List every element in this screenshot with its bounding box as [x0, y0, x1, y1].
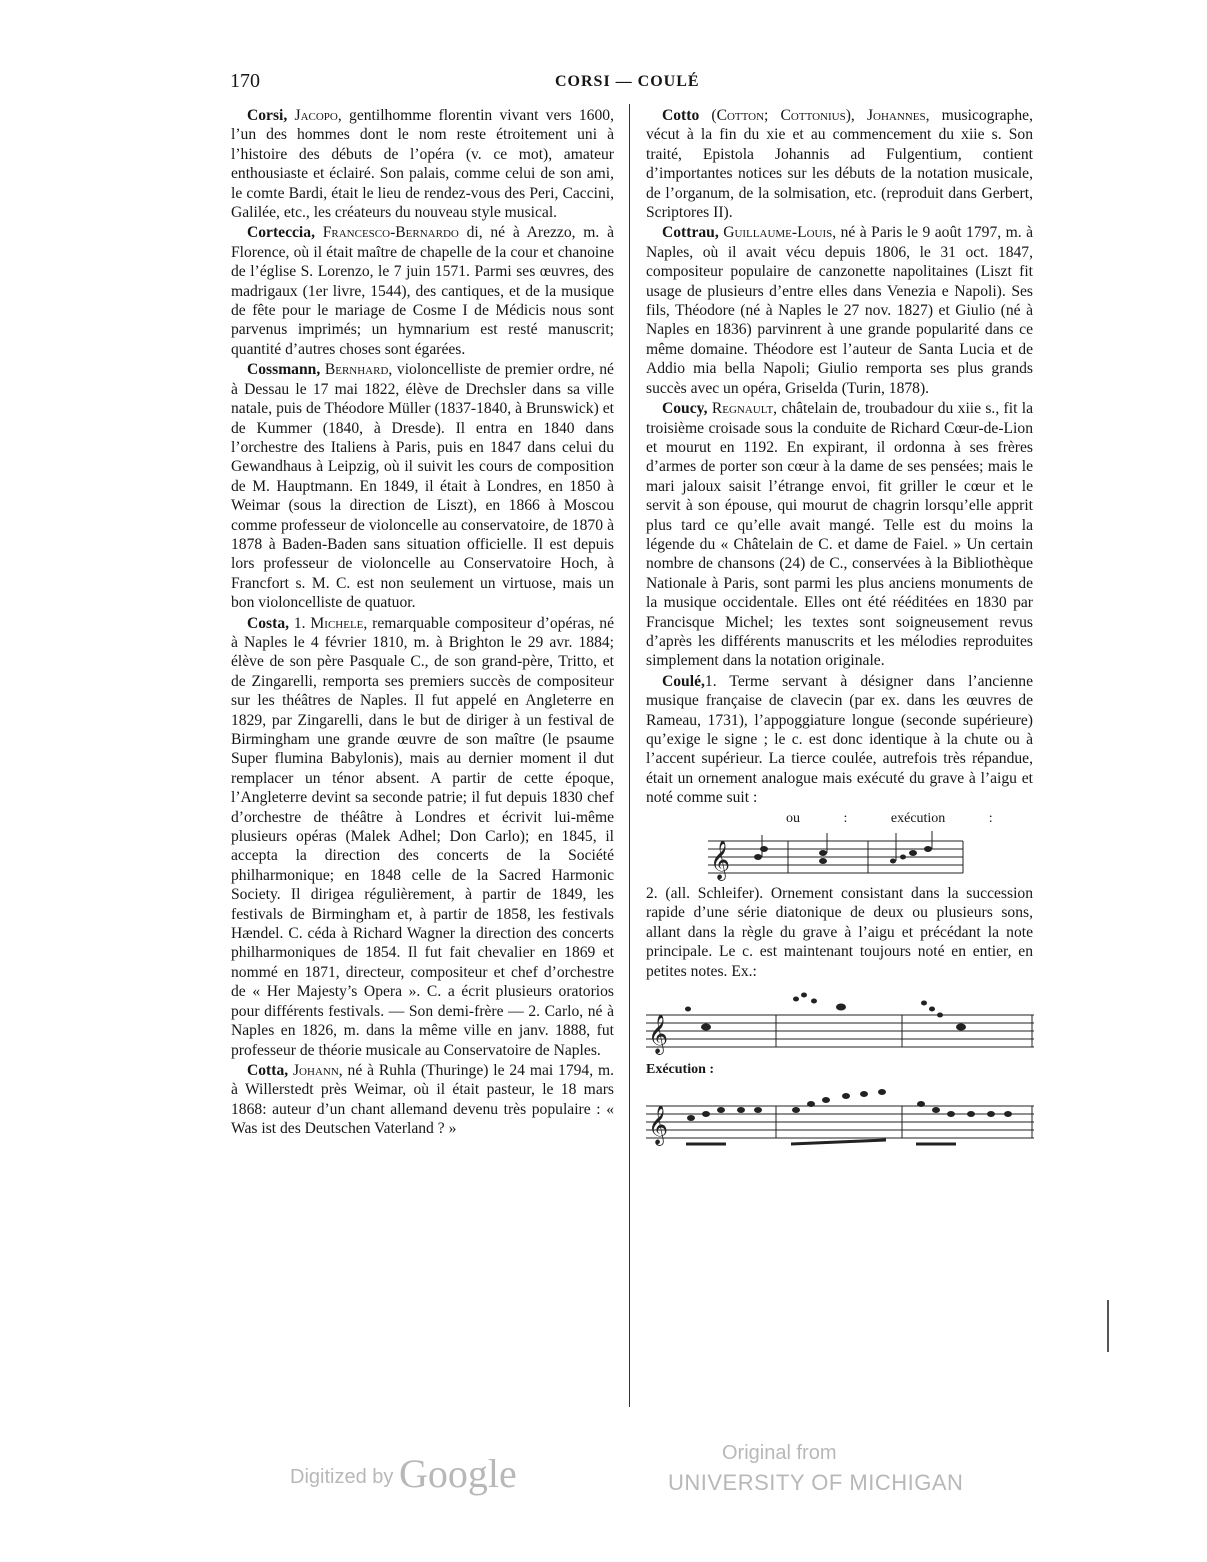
- entry-coule: [646, 672, 1033, 808]
- entry-corteccia: [231, 223, 614, 359]
- entry-text: musicographe, vécut à la fin du xie et au commencement du xiie s. Son traité, Epistola Johannis ad Fulgentium, contient d’importantes notices sur les débuts de la notation musicale, de l’organum, de la solmisation, etc. (reproduit dans Gerbert, Scriptores II).: [646, 107, 1033, 222]
- coule-part-2: 2. (all. Schleifer). Ornement consistant dans la succession rapide d’une série diatonique de deux ou plusieurs sons, allant dans la règle du grave à l’aigu et précédant la note principale. Le c. est maintenant toujours noté en entier, en petites notes. Ex.:: [646, 885, 1033, 980]
- entry-costa: [231, 614, 614, 1060]
- entry-text: né à Paris le 9 août 1797, m. à Naples, où il avait vécu depuis 1806, le 31 oct. 1847, compositeur populaire de canzonette napolitaines (Liszt fit usage de plusieurs d’entre elles dans Venezia e Napoli). Ses fils, Théodore (né à Naples le 27 nov. 1827) et Giulio (né à Naples en 1836) parvinrent à une grande popularité dans ce même domaine. Théodore est l’auteur de Santa Lucia et de Addio mia bella Napoli; Giulio remporta ses plus grands succès avec un opéra, Griselda (Turin, 1878).: [646, 224, 1033, 397]
- music-staff-tierce-coulee: [708, 831, 968, 881]
- entry-cossmann: [231, 360, 614, 612]
- entry-name: Johann,: [292, 1061, 343, 1079]
- right-column: [646, 106, 1033, 1153]
- entry-name: 1. Michele,: [293, 614, 368, 632]
- svg-text:𝄞: 𝄞: [648, 1105, 669, 1146]
- headword: Coucy,: [662, 400, 708, 418]
- digitized-text: Digitized by: [290, 1466, 394, 1488]
- entry-text: 1. Terme servant à désigner dans l’ancienne musique française de clavecin (par ex. dans les œuvres de Rameau, 1731), l’appoggiature longue (seconde supérieure) qu’exige le signe ; le c. est donc identique à la chute ou à l’accent supérieur. La tierce coulée, autrefois très répandue, était un ornement analogue mais exécuté du grave à l’aigu et noté comme suit :: [646, 672, 1033, 807]
- entry-cottrau: [646, 223, 1033, 398]
- left-column: [231, 106, 614, 1140]
- execution-label: Exécution :: [646, 1062, 715, 1078]
- music-example-labels: [786, 809, 1033, 828]
- entry-text: châtelain de, troubadour du xiie s., fit la troisième croisade sous la conduite de Richard Cœur-de-Lion et mourut en 1192. En expirant, il ordonna à ses frères d’armes de porter son cœur à la dame de ses pensées; mais le mari jaloux saisit l’étrange envoi, fit griller le cœur et le servit à son épouse, qui mourut de chagrin lorsqu’elle apprit plus tard ce qu’elle avait mangé. Telle est du moins la légende du « Châtelain de C. et dame de Faiel. » Un certain nombre de chansons (24) de C., conservées à la Bibliothèque Nationale à Paris, sont parmi les plus anciens monuments de la musique occidentale. Elles ont été rééditées en 1830 par Francisque Michel; les textes sont soigneusement revus d’après les différents manuscrits et les mélodies reproduites simplement dans la notation originale.: [646, 400, 1034, 670]
- headword: Cotto: [662, 107, 700, 124]
- page-number: 170: [230, 70, 260, 92]
- entry-text: né à Ruhla (Thuringe) le 24 mai 1794, m. à Willerstedt près Weimar, où il était pasteur, le 18 mars 1868: auteur d’un chant allemand devenu très populaire : « Was ist des Deutschen Vaterland ? »: [231, 1061, 614, 1138]
- headword: Coulé,: [662, 672, 705, 690]
- headword: Corteccia,: [247, 224, 315, 242]
- entry-text: gentilhomme florentin vivant vers 1600, l’un des hommes dont le nom reste étroitement uni à l’histoire des débuts de l’opéra (v. ce mot), amateur enthousiaste et éclairé. Son palais, comme celui de son ami, le comte Bardi, était le lieu de rendez-vous des Peri, Caccini, Galilée, etc., les créateurs du nouveau style musical.: [231, 107, 614, 222]
- headword: Cotta,: [247, 1061, 289, 1079]
- label-execution: exécution :: [890, 810, 993, 826]
- headword: Corsi,: [247, 107, 288, 124]
- google-logo: Google: [398, 1451, 517, 1496]
- svg-text:𝄞: 𝄞: [710, 840, 731, 881]
- entry-cotta: [231, 1061, 614, 1139]
- entry-name: Guillaume-Louis,: [723, 224, 837, 242]
- headword: Cottrau,: [662, 224, 719, 242]
- original-from-label: Original from: [722, 1442, 837, 1464]
- entry-text: violoncelliste de premier ordre, né à Dessau le 17 mai 1822, élève de Drechsler dans sa ville natale, puis de Théodore Müller (1837-1840, à Brunswick) et de Kummer (1840, à Dresde). Il entra en 1840 dans l’orchestre des Italiens à Paris, puis en 1847 dans celui du Gewandhaus à Leipzig, où il suivit les cours de composition de M. Hauptmann. En 1849, il était à Londres, en 1850 à Weimar (sous la direction de Liszt), en 1866 à Moscou comme professeur de violoncelle au conservatoire, de 1870 à 1878 à Baden-Baden sans situation officielle. Il est depuis lors professeur de violoncelle au Conservatoire Hoch, à Francfort s. M. C. est non seulement un virtuose, mais un bon violoncelliste de quatuor.: [231, 361, 614, 612]
- entry-name: (Cotton; Cottonius), Johannes,: [711, 107, 930, 124]
- music-staff-execution: [646, 1082, 1036, 1150]
- running-title: CORSI — COULÉ: [555, 73, 700, 90]
- entry-corsi: [231, 106, 614, 222]
- headword: Cossmann,: [247, 361, 321, 379]
- svg-text:𝄞: 𝄞: [648, 1014, 669, 1055]
- entry-name: Bernhard,: [324, 361, 393, 379]
- entry-name: Jacopo,: [294, 107, 342, 124]
- entry-coucy: [646, 399, 1033, 671]
- digitized-by-watermark: [290, 1450, 517, 1497]
- label-ou: ou :: [786, 810, 848, 826]
- entry-cotto: [646, 106, 1033, 222]
- music-staff-schleifer: [646, 987, 1036, 1057]
- university-label: UNIVERSITY OF MICHIGAN: [668, 1470, 964, 1495]
- column-divider: [629, 104, 630, 1407]
- headword: Costa,: [247, 614, 290, 632]
- entry-name: Francesco-Bernardo: [322, 224, 459, 242]
- entry-name: Regnault,: [711, 400, 778, 418]
- entry-text: di, né à Arezzo, m. à Florence, où il était maître de chapelle de la cour et chanoine de l’église S. Lorenzo, le 7 juin 1571. Parmi ses œuvres, des madrigaux (1er livre, 1544), des cantiques, et de la musique de fête pour le mariage de Cosme I de Médicis nous sont parvenus imprimés; un hymnarium est resté manuscrit; quantité d’autres choses sont égarées.: [231, 224, 614, 358]
- margin-mark: [1107, 1300, 1109, 1352]
- entry-text: remarquable compositeur d’opéras, né à Naples le 4 février 1810, m. à Brighton le 29 avr. 1884; élève de son père Pasquale C., de son grand-père, Tritto, et de Zingarelli, remporta ses premiers succès de compositeur sur les théâtres de Naples. Il fut appelé en Angleterre en 1829, par Zingarelli, dans le but de diriger à un festival de Birmingham une grande œuvre de son maître (le psaume Super flumina Babylonis), mais au dernier moment il dut remplacer un ténor absent. A partir de cette époque, l’Angleterre devint sa seconde patrie; il fut depuis 1830 chef d’orchestre de théâtre à Londres et écrivit lui-même plusieurs opéras (Malek Adhel; Don Carlo); en 1845, il accepta la direction des concerts de la Société philharmonique; en 1848 celle de la Sacred Harmonic Society. Il dirigea régulièrement, à partir de 1849, les festivals de Birmingham et, à partir de 1858, les festivals Hændel. C. céda à Richard Wagner la direction des concerts philharmoniques de 1854. Il fut fait chevalier en 1869 et nommé en 1871, directeur, compositeur et chef d’orchestre de « Her Majesty’s Opera ». C. a écrit plusieurs oratorios pour différents festivals. — Son demi-frère — 2. Carlo, né à Naples en 1826, m. dans la même ville en janv. 1888, fut professeur de théorie musicale au Conservatoire de Naples.: [231, 614, 615, 1059]
